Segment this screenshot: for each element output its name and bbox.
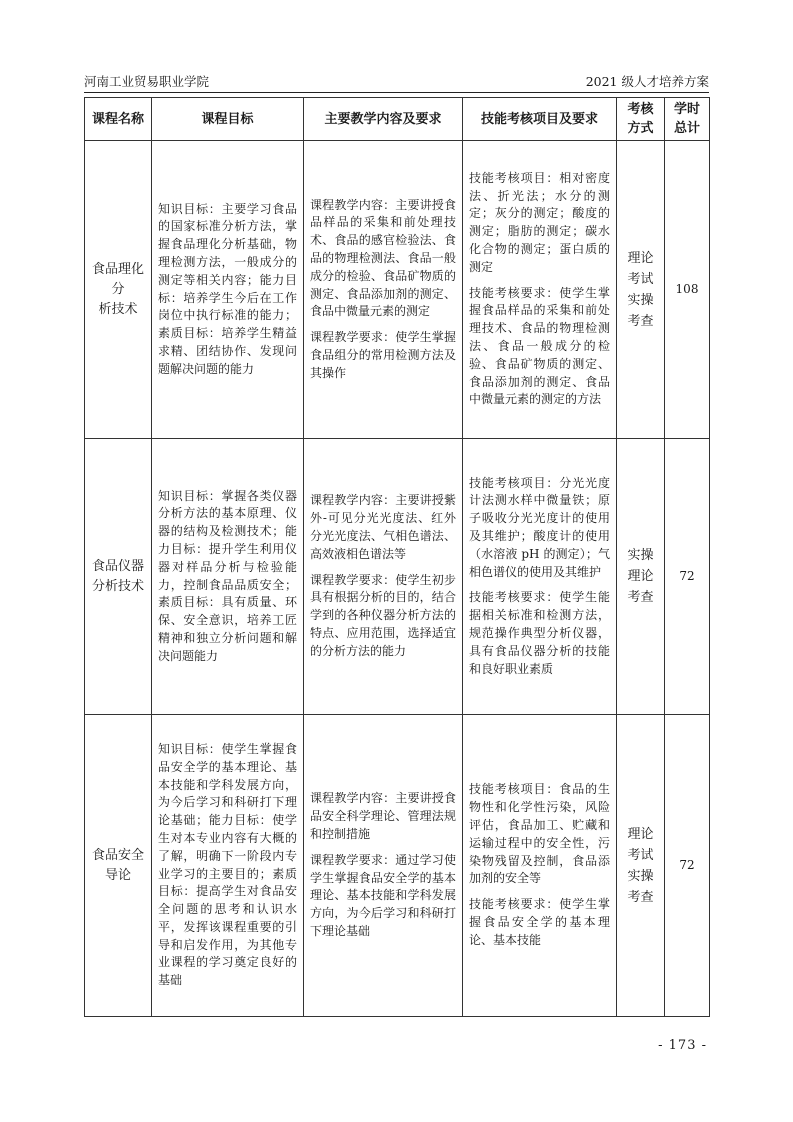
skill-assessment-cell [463,141,617,439]
total-hours-cell: 72 [665,439,710,715]
course-name-line: 食品仪器 [91,558,144,574]
col-header-course-goal: 课程目标 [152,98,304,141]
course-name-cell [85,141,152,439]
course-name-line: 食品理化分 [91,261,144,297]
total-hours-cell: 108 [665,141,710,439]
course-name-line: 导论 [104,867,131,883]
assessment-line: 理论 [627,826,654,842]
header-institution: 河南工业贸易职业学院 [84,74,210,89]
assessment-method-cell [617,715,665,1017]
page-header [84,72,709,93]
assessment-line: 考试 [627,847,654,863]
col-header-assessment-method [617,98,665,141]
assessment-line: 考试 [627,271,654,287]
course-goal-cell [152,141,304,439]
col-header-total-hours [665,98,710,141]
teaching-content-cell [304,141,463,439]
col-header-skill-assessment: 技能考核项目及要求 [463,98,617,141]
assessment-line: 考查 [627,889,654,905]
assessment-line: 理论 [627,250,654,266]
course-name-line: 食品安全 [91,847,144,863]
table-header-row [85,98,710,141]
header-assess-line: 方式 [627,121,654,136]
skill-assessment-cell [463,715,617,1017]
course-goal-text: 知识目标：掌握各类仪器分析方法的基本原理、仪器的结构及检测技术；能力目标：提升学生利用仪器对样品分析与检验能力，控制食品品质安全；素质目标：具有质量、环保、安全意识，培养工匠精神和独立分析问题和解决问题能力 [158,488,297,663]
course-goal-cell [152,715,304,1017]
skill-requirements-text: 技能考核要求：使学生掌握食品安全学的基本理论、基本技能 [469,897,610,947]
assessment-line: 理论 [627,569,654,584]
teaching-requirement-text: 课程教学要求：使学生掌握食品组分的常用检测方法及其操作 [310,330,456,380]
total-hours-cell: 72 [665,715,710,1017]
col-header-course-name: 课程名称 [85,98,152,141]
skill-requirements-text: 技能考核要求：使学生掌握食品样品的采集和前处理技术、食品的物理检测法、食品一般成分的检验、食品矿物质的测定、食品添加剂的测定、食品中微量元素的测定的方法 [469,285,610,407]
course-name-line: 分析技术 [91,578,144,594]
teaching-requirement-text: 课程教学要求：使学生初步具有根据分析的目的，结合学到的各种仪器分析方法的特点、应用范围，选择适宜的分析方法的能力 [310,572,456,658]
assessment-line: 考查 [627,590,654,605]
course-table [84,97,710,1017]
course-goal-text: 知识目标：主要学习食品的国家标准分析方法，掌握食品理化分析基础，物理检测方法，一般成分的测定等相关内容；能力目标：培养学生今后在工作岗位中执行标准的能力；素质目标：培养学生精益求精、团结协作、发现问题解决问题的能力 [158,201,297,376]
page-number: - 173 - [658,1038,707,1053]
col-header-teaching-content: 主要教学内容及要求 [304,98,463,141]
skill-items-text: 技能考核项目：分光光度计法测水样中微量铁；原子吸收分光光度计的使用及其维护；酸度计的使用（水溶液 pH 的测定）；气相色谱仪的使用及其维护 [469,475,610,579]
course-name-line: 析技术 [98,301,138,317]
course-goal-text: 知识目标：使学生掌握食品安全学的基本理论、基本技能和学科发展方向，为今后学习和科研打下理论基础；能力目标：使学生对本专业内容有大概的了解，明确下一阶段内专业学习的主要目的；素质目标：提高学生对食品安全问题的思考和认识水平，发挥该课程重要的引导和启发作用，为其他专业课程的学习奠定良好的基础 [158,741,297,988]
teaching-content-text: 课程教学内容：主要讲授紫外-可见分光光度法、红外分光光度法、气相色谱法、高效液相色谱法等 [310,493,456,561]
teaching-content-text: 课程教学内容：主要讲授食品样品的采集和前处理技术、食品的感官检验法、食品的物理检测法、食品一般成分的检验、食品矿物质的测定、食品添加剂的测定、食品中微量元素的测定 [310,197,456,319]
skill-items-text: 技能考核项目：相对密度法、折光法；水分的测定；灰分的测定；酸度的测定；脂肪的测定；碳水化合物的测定；蛋白质的测定 [469,170,610,274]
table-row [85,141,710,439]
course-name-cell [85,439,152,715]
skill-assessment-cell [463,439,617,715]
assessment-method-cell [617,439,665,715]
course-name-cell [85,715,152,1017]
table-row [85,439,710,715]
assessment-line: 实操 [627,292,654,308]
course-goal-cell [152,439,304,715]
skill-requirements-text: 技能考核要求：使学生能据相关标准和检测方法，规范操作典型分析仪器，具有食品仪器分析的技能和良好职业素质 [469,590,610,676]
teaching-content-text: 课程教学内容：主要讲授食品安全科学理论、管理法规和控制措施 [310,791,456,841]
skill-items-text: 技能考核项目：食品的生物性和化学性污染，风险评估，食品加工、贮藏和运输过程中的安全性，污染物残留及控制，食品添加剂的安全等 [469,782,610,886]
assessment-method-cell [617,141,665,439]
assessment-line: 考查 [627,313,654,329]
header-hours-line: 学时 [673,102,700,117]
header-hours-line: 总计 [673,121,700,136]
teaching-requirement-text: 课程教学要求：通过学习使学生掌握食品安全学的基本理论、基本技能和学科发展方向，为今后学习和科研打下理论基础 [310,852,456,938]
table-row [85,715,710,1017]
teaching-content-cell [304,439,463,715]
teaching-content-cell [304,715,463,1017]
assessment-line: 实操 [627,548,654,563]
assessment-line: 实操 [627,868,654,884]
header-document-title: 2021 级人才培养方案 [585,74,709,89]
header-assess-line: 考核 [627,102,654,117]
